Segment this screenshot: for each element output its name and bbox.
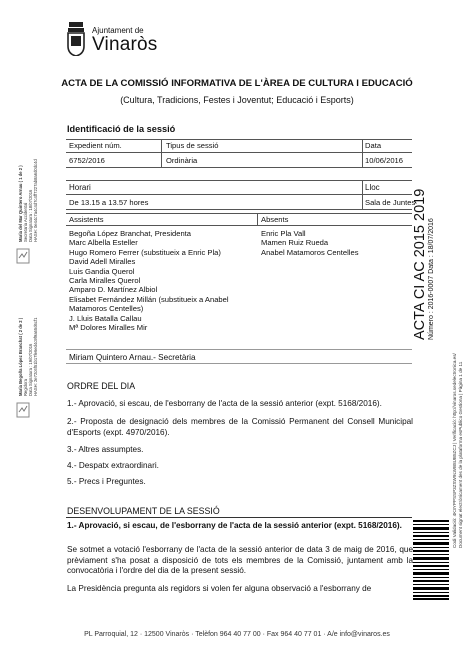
verification-note bbox=[452, 353, 463, 548]
ordre-item: 4.- Despatx extraordinari. bbox=[67, 461, 159, 470]
page-footer: PL Parroquial, 12 · 12500 Vinaròs · Telèfon 964 40 77 00 · Fax 964 40 77 01 · A/e info@vinaros.es bbox=[84, 631, 390, 638]
absent-item: Anabel Matamoros Centelles bbox=[261, 247, 359, 257]
lloc-label: Lloc bbox=[365, 183, 380, 192]
signature-2 bbox=[18, 318, 38, 396]
barcode-icon bbox=[413, 520, 449, 600]
document-title: ACTA DE LA COMISSIÓ INFORMATIVA DE L'ÀREA DE CULTURA I EDUCACIÓ bbox=[61, 78, 413, 89]
assistents-list bbox=[69, 229, 229, 332]
desenvolupament-paragraph: Se sotmet a votació l'esborrany de l'acta de la sessió anterior de data 3 de maig de 2016, que prèviament s'ha posat a disposició de tots els membres de la Comissió, juntament amb la convocatòria i l'ordre del dia de la present sessió. bbox=[67, 545, 413, 576]
assistent-item: Carla Miralles Querol bbox=[69, 276, 141, 286]
assistent-item: Marc Albella Esteller bbox=[69, 238, 138, 248]
expedient-value: 6752/2016 bbox=[69, 156, 105, 165]
assistent-item: Elisabet Fernández Millán (substitueix a Anabel bbox=[69, 294, 229, 304]
assistent-item: Amparo D. Martínez Albiol bbox=[69, 285, 158, 295]
document-subtitle: (Cultura, Tradicions, Festes i Joventut; Educació i Esports) bbox=[120, 95, 354, 105]
assistent-item: Begoña López Branchat, Presidenta bbox=[69, 229, 192, 238]
horari-value: De 13.15 a 13.57 hores bbox=[69, 198, 149, 207]
signature-line: Maria del Mar Quintero Arnau ( 1 de 2 ) bbox=[18, 165, 23, 242]
assistent-item: Matamoros Centelles) bbox=[69, 304, 144, 314]
desenvolupament-paragraph: La Presidència pregunta als regidors si volen fer alguna observació a l'esborrany de bbox=[67, 584, 372, 593]
assistent-item: Luis Gandia Querol bbox=[69, 266, 135, 276]
ajuntament-logo bbox=[62, 22, 158, 58]
absents-list bbox=[261, 229, 359, 257]
verification-line: Codi Validació: 4K3YPPSSP3ZSW9LWB8UB5ZCJ | Verificació: http://vinaros.sedelectronica.es/ bbox=[452, 353, 457, 548]
ordre-item: 1.- Aprovació, si escau, de l'esborrany de l'acta de la sessió anterior (expt. 5168/2016). bbox=[67, 399, 382, 408]
logo-big-text: Vinaròs bbox=[92, 34, 158, 55]
logo-small-text: Ajuntament de bbox=[92, 26, 144, 35]
tipus-value: Ordinària bbox=[166, 156, 198, 165]
signature-line: HASH: 0e44c7a4c4d7c4ff7227ab8a6d0dc4d bbox=[33, 159, 38, 242]
assistents-label: Assistents bbox=[69, 215, 104, 224]
ordre-heading: ORDRE DEL DIA bbox=[67, 381, 136, 391]
coat-of-arms-icon bbox=[66, 22, 86, 56]
acta-stamp-number: Número : 2016-0007 Data : 18/07/2016 bbox=[428, 218, 435, 340]
absents-label: Absents bbox=[261, 215, 289, 224]
secretaria: Miriam Quintero Arnau.- Secretària bbox=[69, 353, 196, 362]
desenvolupament-heading: DESENVOLUPAMENT DE LA SESSIÓ bbox=[67, 506, 220, 516]
absent-item: Enric Pla Vall bbox=[261, 229, 306, 238]
signature-line: HASH: 2e72c6f51b17fe6ed4c9f9a65d6cf1 bbox=[33, 317, 38, 396]
signature-stamp-icon bbox=[16, 248, 30, 264]
signature-line: Data Signatura : 19/07/2016 bbox=[28, 343, 33, 396]
assistent-item: Mª Dolores Miralles Mir bbox=[69, 323, 148, 333]
ordre-item: 5.- Precs i Preguntes. bbox=[67, 477, 146, 486]
signature-line: Secretaria Accidental bbox=[23, 202, 28, 242]
ordre-item: 3.- Altres assumptes. bbox=[67, 445, 144, 454]
signature-line: Maria Begoña López Branchat ( 2 de 2 ) bbox=[18, 317, 23, 396]
absent-item: Mamen Ruiz Rueda bbox=[261, 238, 329, 248]
assistent-item: J. Lluis Batalla Callau bbox=[69, 313, 142, 323]
data-label: Data bbox=[365, 141, 382, 150]
desenvolupament-item-title: 1.- Aprovació, si escau, de l'esborrany de l'acta de la sessió anterior (expt. 5168/2016). bbox=[67, 521, 402, 530]
data-value: 10/06/2016 bbox=[365, 156, 404, 165]
session-heading: Identificació de la sessió bbox=[67, 124, 176, 134]
lloc-value: Sala de Juntes bbox=[365, 198, 416, 207]
tipus-label: Tipus de sessió bbox=[166, 141, 219, 150]
expedient-label: Expedient núm. bbox=[69, 141, 122, 150]
assistent-item: David Adell Miralles bbox=[69, 257, 136, 267]
acta-stamp-title: ACTA CI AC 2015 2019 bbox=[412, 188, 428, 340]
horari-label: Horari bbox=[69, 183, 91, 192]
acta-stamp bbox=[412, 189, 435, 340]
signature-line: Regidora bbox=[23, 379, 28, 396]
signature-line: Data Signatura : 18/07/2016 bbox=[28, 189, 33, 242]
ordre-item: 2.- Proposta de designació dels membres de la Comissió Permanent del Consell Municipal d'Esports (expt. 4970/2016). bbox=[67, 417, 413, 437]
signature-stamp-icon bbox=[16, 402, 30, 418]
signature-1 bbox=[18, 159, 38, 242]
assistent-item: Hugo Romero Ferrer (substitueix a Enric Pla) bbox=[69, 247, 221, 257]
verification-line: Document signat electrònicament des de la plataforma esPublico Gestiona | Pàgina 1 de 11 bbox=[457, 361, 463, 548]
